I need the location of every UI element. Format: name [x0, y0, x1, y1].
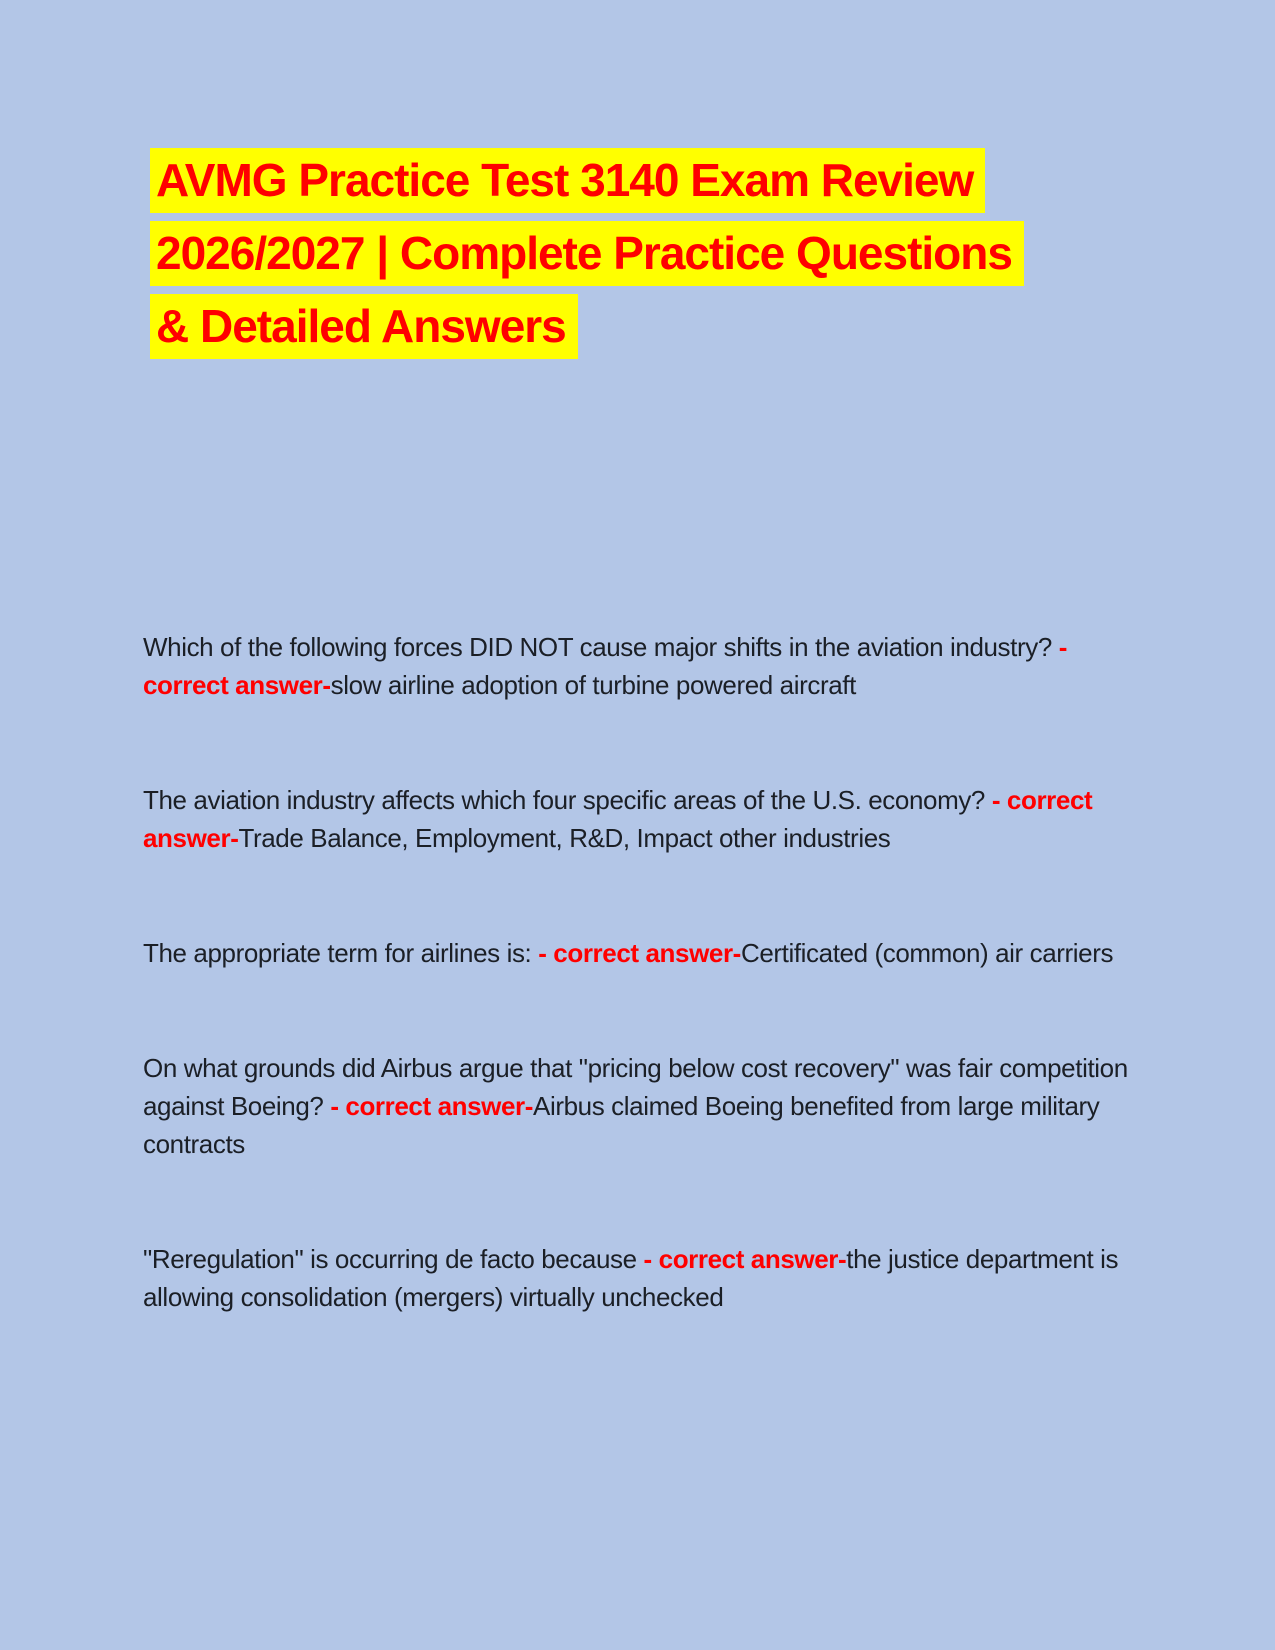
title-line-2: 2026/2027 | Complete Practice Questions: [150, 221, 1024, 286]
qa-item-5: [143, 1240, 1143, 1316]
qa-item-1: [143, 628, 1143, 704]
qa-question: "Reregulation" is occurring de facto because: [143, 1244, 637, 1274]
title-line-wrap: [150, 221, 1024, 286]
qa-answer: Trade Balance, Employment, R&D, Impact other industries: [238, 823, 891, 853]
qa-correct-answer-marker: - correct answer-: [143, 785, 1093, 853]
qa-question: The aviation industry affects which four specific areas of the U.S. economy?: [143, 785, 985, 815]
title-line-3: & Detailed Answers: [150, 294, 578, 359]
qa-correct-answer-marker: - correct answer-: [538, 938, 741, 968]
qa-item-2: [143, 781, 1143, 857]
qa-correct-answer-marker: - correct answer-: [330, 1091, 534, 1121]
qa-section: [143, 628, 1143, 1393]
qa-question: Which of the following forces DID NOT cause major shifts in the aviation industry?: [143, 632, 1052, 662]
qa-correct-answer-marker: - correct answer-: [643, 1244, 847, 1274]
title-line-wrap: [150, 148, 1024, 213]
qa-item-4: [143, 1049, 1143, 1163]
title-line-wrap: [150, 294, 1024, 359]
qa-item-3: [143, 934, 1143, 972]
qa-question: On what grounds did Airbus argue that "pricing below cost recovery" was fair competition against Boeing?: [143, 1053, 1128, 1121]
qa-answer: Certificated (common) air carriers: [740, 938, 1114, 968]
qa-answer: the justice department is allowing consolidation (mergers) virtually unchecked: [143, 1244, 1119, 1312]
title-line-1: AVMG Practice Test 3140 Exam Review: [150, 148, 985, 213]
document-title: [150, 148, 1024, 367]
qa-question: The appropriate term for airlines is:: [143, 938, 532, 968]
qa-answer: slow airline adoption of turbine powered aircraft: [330, 670, 856, 700]
qa-correct-answer-marker: - correct answer-: [143, 632, 1067, 700]
qa-answer: Airbus claimed Boeing benefited from large military contracts: [143, 1091, 1100, 1159]
